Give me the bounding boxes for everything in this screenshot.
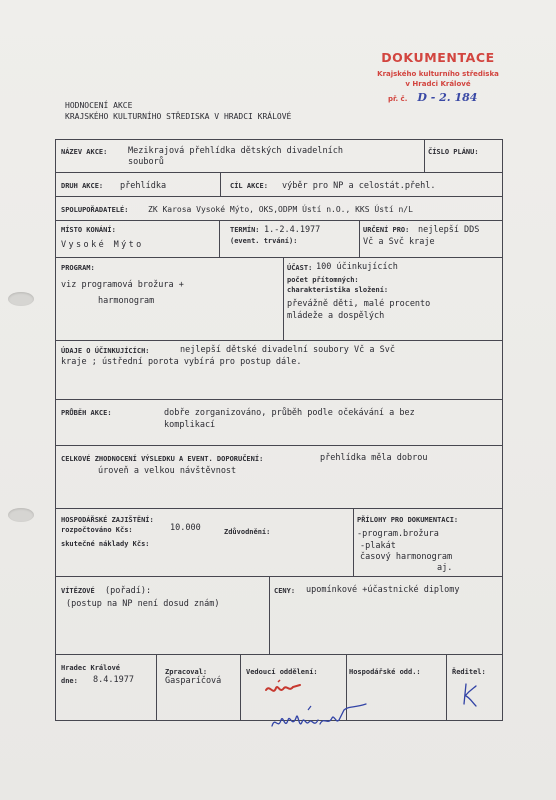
evaluation-value-cont: úroveň a velkou návštěvnost (98, 466, 237, 476)
attendance-value: 100 účinkujících (316, 262, 398, 272)
date-signed-label: dne: (61, 677, 78, 685)
prizes-label: CENY: (274, 587, 296, 595)
attachments-label: PŘÍLOHY PRO DOKUMENTACI: (357, 516, 459, 524)
attachment-item: -plakát (360, 541, 396, 551)
evaluation-label: CELKOVÉ ZHODNOCENÍ VÝSLEDKU A EVENT. DOPORUČENÍ: (61, 455, 264, 463)
event-type-value: přehlídka (120, 181, 167, 191)
attachment-item: -program.brožura (357, 529, 439, 539)
blue-signature (268, 700, 374, 738)
composition-value-cont: mládeže a dospělých (287, 311, 385, 321)
event-goal-label: CÍL AKCE: (230, 182, 268, 190)
event-name-label: NÁZEV AKCE: (61, 148, 108, 156)
venue-label: MÍSTO KONÁNÍ: (61, 226, 116, 234)
co-organizers-value: ZK Karosa Vysoké Mýto, OKS,ODPM Ústí n.O., KKS Ústí n/L (148, 205, 413, 214)
winners-order-label: (pořadí): (105, 586, 152, 596)
prepared-by-value: Gasparíčová (165, 676, 222, 686)
stamp-number: D - 2. 184 (417, 91, 478, 104)
winners-label: VÍTĚZOVÉ (61, 587, 95, 595)
co-organizers-label: SPOLUPOŘADATELÉ: (61, 206, 129, 214)
course-label: PRŮBĚH AKCE: (61, 409, 112, 417)
winners-value: (postup na NP není dosud znám) (66, 599, 220, 609)
date-signed-value: 8.4.1977 (93, 675, 134, 685)
actual-costs-label: skutečné náklady Kčs: (61, 540, 150, 548)
justification-label: Zdůvodnění: (224, 528, 271, 536)
documentation-stamp (358, 50, 518, 104)
date-label: TERMÍN: (230, 226, 260, 234)
header-line2: KRAJSKÉHO KULTURNÍHO STŘEDISKA V HRADCI KRÁLOVÉ (65, 112, 292, 121)
composition-value: převážně děti, malé procento (287, 299, 431, 309)
event-name-value: Mezikrajová přehlídka dětských divadelních (128, 146, 343, 156)
head-of-department-label: Vedoucí oddělení: (246, 668, 318, 676)
program-value-cont: harmonogram (98, 296, 155, 306)
stamp-line2: v Hradci Králové (405, 80, 471, 88)
plan-number-label: ČÍSLO PLÁNU: (428, 148, 479, 156)
document-header (65, 100, 291, 122)
program-value: viz programová brožura + (61, 280, 184, 290)
budget-label: rozpočtováno Kčs: (61, 526, 133, 534)
punch-hole (8, 508, 34, 522)
course-value-cont: komplikací (164, 420, 216, 430)
stamp-line1: Krajského kulturního střediska (377, 70, 499, 78)
attendance-label: ÚČAST: (287, 264, 313, 272)
course-value: dobře zorganizováno, průběh podle očekávání a bez (164, 408, 415, 418)
director-initial-signature (458, 680, 482, 710)
prepared-by-label: Zpracoval: (165, 668, 208, 676)
performers-label: ÚDAJE O ÚČINKUJÍCÍCH: (61, 347, 150, 355)
performers-value: nejlepší dětské divadelní soubory Vč a Svč (180, 345, 395, 355)
small-mark (366, 594, 380, 604)
event-goal-value: výběr pro NP a celostát.přehl. (282, 181, 436, 191)
program-label: PROGRAM: (61, 264, 95, 272)
event-type-label: DRUH AKCE: (61, 182, 104, 190)
event-name-value-cont: souborů (128, 157, 164, 167)
prizes-value: upomínkové +účastnické diplomy (306, 585, 460, 595)
budget-value: 10.000 (170, 523, 201, 533)
intended-for-value: nejlepší DDS (418, 225, 480, 235)
date-duration-label: (event. trvání): (230, 237, 298, 245)
punch-hole (8, 292, 34, 306)
stamp-title: DOKUMENTACE (381, 50, 495, 65)
stamp-number-label: př. č. (388, 95, 408, 103)
intended-for-label: URČENÍ PRO: (363, 226, 410, 234)
director-label: Ředitel: (452, 668, 486, 676)
economic-department-label: Hospodářské odd.: (349, 668, 421, 676)
header-line1: HODNOCENÍ AKCE (65, 101, 133, 110)
attachment-item: aj. (437, 563, 453, 573)
red-initials-signature (262, 676, 322, 700)
evaluation-value: přehlídka měla dobrou (320, 453, 428, 463)
performers-value-cont: kraje ; ústřední porota vybírá pro postup dále. (61, 357, 302, 367)
intended-for-value-cont: Vč a Svč kraje (363, 237, 435, 247)
date-value: 1.-2.4.1977 (264, 225, 321, 235)
city-label: Hradec Králové (61, 664, 121, 672)
composition-label: charakteristika složení: (287, 286, 389, 294)
attachment-item: časový harmonogram (360, 552, 453, 562)
financial-label: HOSPODÁŘSKÉ ZAJIŠTĚNÍ: (61, 516, 154, 524)
venue-value: Vysoké Mýto (61, 240, 144, 250)
attendees-count-label: počet přítomných: (287, 276, 359, 284)
